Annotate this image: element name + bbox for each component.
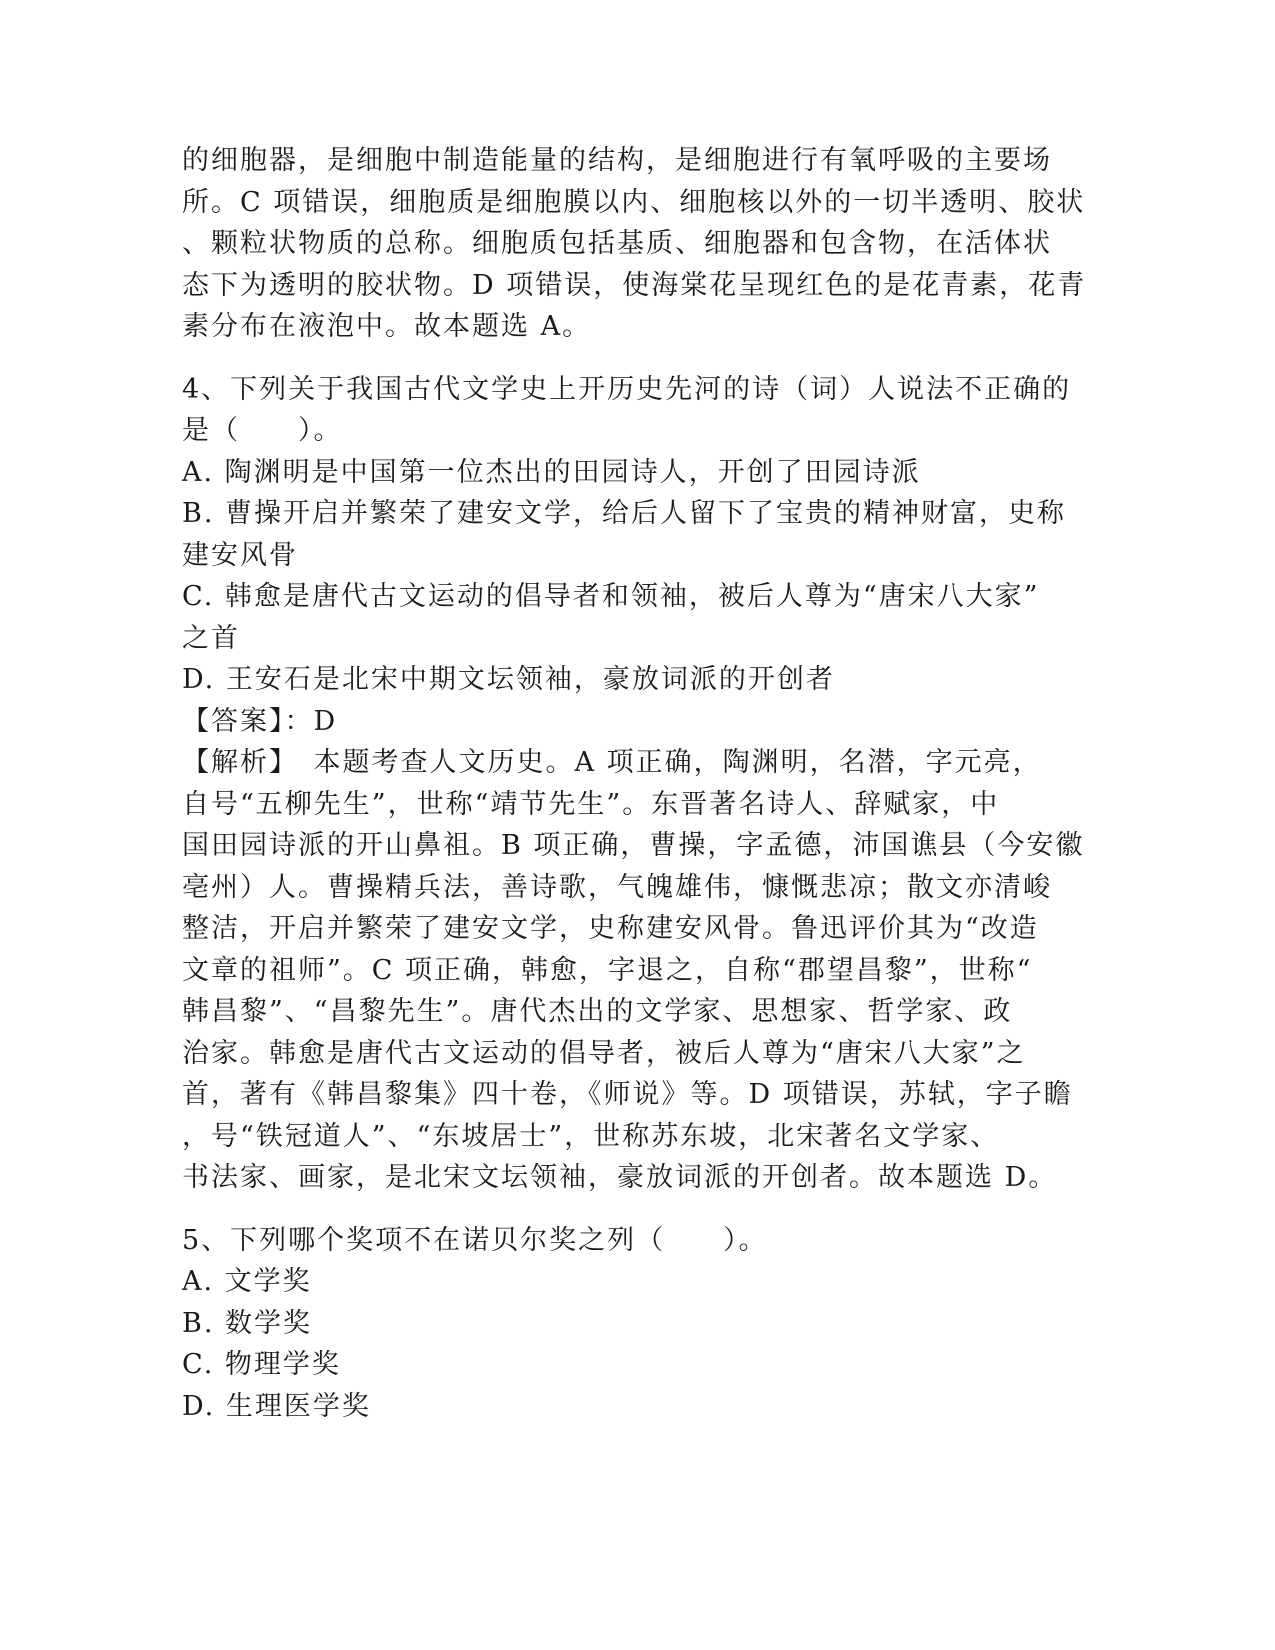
question-4-option-b-cont: 建安风骨 <box>182 539 298 571</box>
question-4-option-d: D. 王安石是北宋中期文坛领袖，豪放词派的开创者 <box>182 664 835 695</box>
analysis-line: 韩昌黎”、“昌黎先生”。唐代杰出的文学家、思想家、哲学家、政 <box>182 996 1013 1027</box>
document-page <box>182 140 1087 1427</box>
question-5-option-d: D. 生理医学奖 <box>182 1390 371 1422</box>
prev-explanation-line: 、颗粒状物质的总称。细胞质包括基质、细胞器和包含物，在活体状 <box>182 228 1052 259</box>
question-5 <box>182 1220 1082 1428</box>
question-4-option-c-cont: 之首 <box>182 622 240 654</box>
question-4-answer: 【答案】：D <box>182 705 338 737</box>
question-4-option-b: B. 曹操开启并繁荣了建安文学，给后人留下了宝贵的精神财富，史称 <box>182 498 1067 529</box>
question-4 <box>182 369 1085 1199</box>
analysis-line: 亳州）人。曹操精兵法，善诗歌，气魄雄伟，慷慨悲凉；散文亦清峻 <box>182 871 1052 903</box>
analysis-line: 国田园诗派的开山鼻祖。B 项正确，曹操，字孟德，沛国谯县（今安徽 <box>182 830 1085 861</box>
question-4-stem-line: 是（ ）。 <box>182 415 343 446</box>
question-5-option-c: C. 物理学奖 <box>182 1349 341 1380</box>
question-4-option-c: C. 韩愈是唐代古文运动的倡导者和领袖，被后人尊为“唐宋八大家” <box>182 581 1040 612</box>
analysis-line: 书法家、画家，是北宋文坛领袖，豪放词派的开创者。故本题选 D。 <box>182 1162 1058 1193</box>
analysis-line: 治家。韩愈是唐代古文运动的倡导者，被后人尊为“唐宋八大家”之 <box>182 1037 1026 1069</box>
analysis-line: 自号“五柳先生”，世称“靖节先生”。东晋著名诗人、辞赋家，中 <box>182 788 1000 820</box>
question-4-analysis <box>182 742 1085 1199</box>
prev-explanation <box>182 140 1087 348</box>
prev-explanation-line: 所。C 项错误，细胞质是细胞膜以内、细胞核以外的一切半透明、胶状 <box>182 186 1086 218</box>
spacer <box>182 348 1082 369</box>
prev-explanation-line: 素分布在液泡中。故本题选 A。 <box>182 311 592 342</box>
spacer <box>182 1199 1082 1220</box>
analysis-line: 文章的祖师”。C 项正确，韩愈，字退之，自称“郡望昌黎”，世称“ <box>182 954 1033 986</box>
question-5-option-a: A. 文学奖 <box>182 1266 312 1297</box>
analysis-line: 首，著有《韩昌黎集》四十卷，《师说》等。D 项错误，苏轼，字子瞻 <box>182 1079 1073 1110</box>
question-5-stem: 5、下列哪个奖项不在诺贝尔奖之列（ ）。 <box>182 1224 768 1256</box>
analysis-line: 整洁，开启并繁荣了建安文学，史称建安风骨。鲁迅评价其为“改造 <box>182 913 1039 944</box>
question-4-stem-line: 4、下列关于我国古代文学史上开历史先河的诗（词）人说法不正确的 <box>182 373 1072 405</box>
question-5-option-b: B. 数学奖 <box>182 1307 313 1339</box>
analysis-line: ，号“铁冠道人”、“东坡居士”，世称苏东坡，北宋著名文学家、 <box>182 1120 1000 1152</box>
analysis-line: 【解析】 本题考查人文历史。A 项正确，陶渊明，名潜，字元亮， <box>182 747 1042 778</box>
prev-explanation-line: 态下为透明的胶状物。D 项错误，使海棠花呈现红色的是花青素，花青 <box>182 269 1087 301</box>
question-4-option-a: A. 陶渊明是中国第一位杰出的田园诗人，开创了田园诗派 <box>182 456 921 488</box>
prev-explanation-line: 的细胞器，是细胞中制造能量的结构，是细胞进行有氧呼吸的主要场 <box>182 145 1052 176</box>
